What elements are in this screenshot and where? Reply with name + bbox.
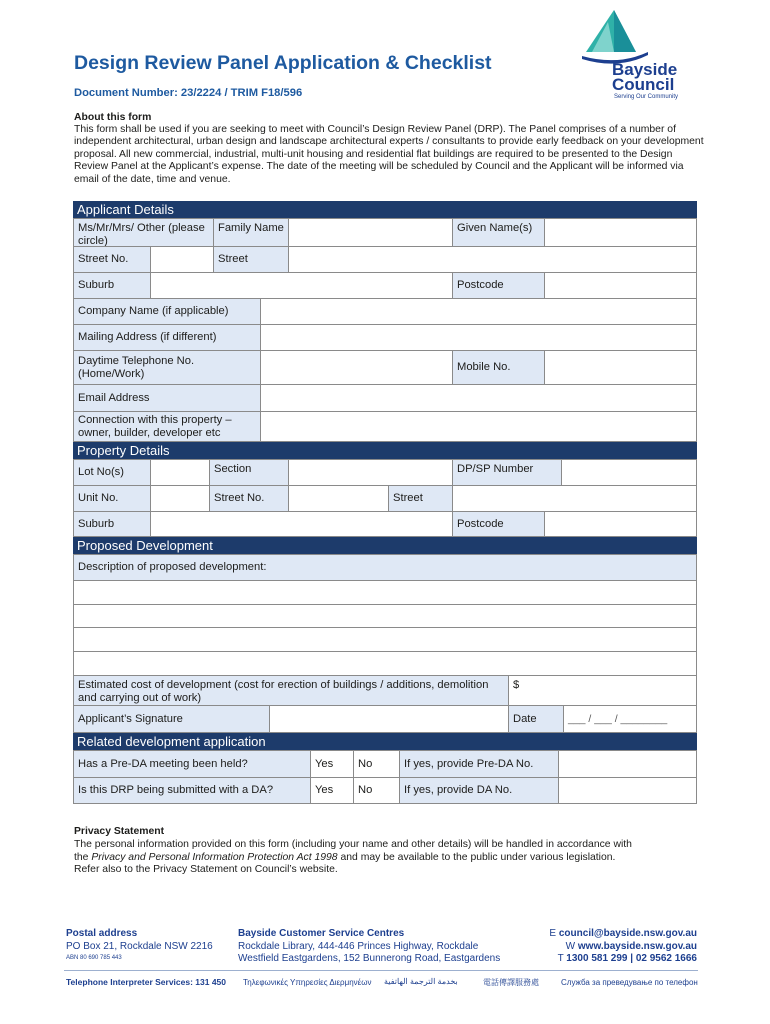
property-street-no-label: Street No.: [209, 485, 289, 512]
company-name-input[interactable]: [260, 298, 697, 325]
interpreter-chinese: 電話傳譯服務處: [483, 978, 539, 987]
email-input[interactable]: [260, 384, 697, 412]
connection-input[interactable]: [260, 411, 697, 442]
related-da-header: Related development application: [73, 733, 697, 750]
pre-da-no[interactable]: No: [353, 750, 400, 778]
logo-wordmark: Bayside Council: [612, 60, 678, 94]
daytime-phone-label: Daytime Telephone No. (Home/Work): [73, 350, 261, 385]
suburb-label: Suburb: [73, 272, 151, 299]
privacy-text: The personal information provided on this form (including your name and other details) will be handled in accordance with the Privacy and Personal Information Protection Act 1998 and may be available to the public under various legislation. Refer also to the Privacy Statement on Council’s website.: [74, 839, 632, 876]
logo-tagline: Serving Our Community: [614, 94, 679, 100]
date-input[interactable]: ___ / ___ / ________: [563, 705, 697, 733]
service-centres-block: Bayside Customer Service Centres Rockdale Library, 444-446 Princes Highway, Rockdale Westfield Eastgardens, 152 Bunnerong Road, Eastgardens: [238, 928, 501, 964]
document-number: Document Number: 23/2224 / TRIM F18/596: [74, 87, 303, 99]
mobile-input[interactable]: [544, 350, 697, 385]
company-name-label: Company Name (if applicable): [73, 298, 261, 325]
family-name-input[interactable]: [288, 218, 453, 247]
email-label: Email Address: [73, 384, 261, 412]
description-line-3[interactable]: [73, 627, 697, 652]
da-number-input[interactable]: [558, 777, 697, 804]
lot-label: Lot No(s): [73, 459, 151, 486]
signature-input[interactable]: [269, 705, 509, 733]
street-no-input[interactable]: [150, 246, 214, 273]
description-label: Description of proposed development:: [73, 554, 697, 581]
property-street-input[interactable]: [452, 485, 697, 512]
mailing-address-label: Mailing Address (if different): [73, 324, 261, 351]
description-line-2[interactable]: [73, 604, 697, 628]
drp-with-da-question: Is this DRP being submitted with a DA?: [73, 777, 311, 804]
property-postcode-label: Postcode: [452, 511, 545, 537]
date-label: Date: [508, 705, 564, 733]
title-label: Ms/Mr/Mrs/ Other (please circle): [73, 218, 214, 247]
section-input[interactable]: [288, 459, 453, 486]
privacy-act-name: Privacy and Personal Information Protection Act 1998: [91, 851, 338, 863]
suburb-input[interactable]: [150, 272, 453, 299]
street-no-label: Street No.: [73, 246, 151, 273]
drp-with-da-no[interactable]: No: [353, 777, 400, 804]
contact-block: E council@bayside.nsw.gov.au W www.bayside.nsw.gov.au T 1300 581 299 | 02 9562 1666: [549, 928, 697, 964]
proposed-development-header: Proposed Development: [73, 537, 697, 554]
property-postcode-input[interactable]: [544, 511, 697, 537]
abn: ABN 80 690 785 443: [66, 955, 122, 961]
about-text: This form shall be used if you are seeking to meet with Council’s Design Review Panel (DRP). The Panel comprises of a number of independent architectural, urban design and landscape architectural experts / consultants to provide early feedback on your development proposal. All new commercial, industrial, multi-unit housing and residential flat buildings are required to be presented to the Design Review Panel at the Applicant’s expense. The date of the meeting will be scheduled by Council and the Applicant will be informed via email of the date, time and venue.: [74, 124, 704, 185]
mobile-label: Mobile No.: [452, 350, 545, 385]
given-names-label: Given Name(s): [452, 218, 545, 247]
property-street-label: Street: [388, 485, 453, 512]
interpreter-arabic: بخدمة الترجمة الهاتفية: [384, 977, 458, 986]
website-link[interactable]: www.bayside.nsw.gov.au: [577, 940, 697, 952]
interpreter-service: Telephone Interpreter Services: 131 450: [66, 977, 227, 987]
unit-no-input[interactable]: [150, 485, 210, 512]
property-suburb-label: Suburb: [73, 511, 151, 537]
sail-logo-icon: [578, 8, 698, 68]
postcode-input[interactable]: [544, 272, 697, 299]
section-label: Section: [209, 459, 289, 486]
family-name-label: Family Name: [213, 218, 289, 247]
da-number-label: If yes, provide DA No.: [399, 777, 559, 804]
postcode-label: Postcode: [452, 272, 545, 299]
property-details-header: Property Details: [73, 442, 697, 459]
dpsp-label: DP/SP Number: [452, 459, 562, 486]
pre-da-number-label: If yes, provide Pre-DA No.: [399, 750, 559, 778]
street-label: Street: [213, 246, 289, 273]
applicant-details-header: Applicant Details: [73, 201, 697, 218]
interpreter-macedonian: Служба за преведување по телефон: [561, 978, 698, 987]
page-title: Design Review Panel Application & Checklist: [74, 52, 492, 74]
pre-da-question: Has a Pre-DA meeting been held?: [73, 750, 311, 778]
email-link[interactable]: council@bayside.nsw.gov.au: [558, 928, 697, 939]
unit-no-label: Unit No.: [73, 485, 151, 512]
description-line-1[interactable]: [73, 580, 697, 605]
signature-label: Applicant’s Signature: [73, 705, 270, 733]
pre-da-number-input[interactable]: [558, 750, 697, 778]
interpreter-greek: Τηλεφωνικές Υπηρεσίες Διερμηνέων: [243, 978, 372, 987]
estimated-cost-label: Estimated cost of development (cost for erection of buildings / additions, demolition and carrying out of work): [73, 675, 509, 706]
property-suburb-input[interactable]: [150, 511, 453, 537]
footer-divider: [64, 970, 698, 971]
pre-da-yes[interactable]: Yes: [310, 750, 354, 778]
phone-numbers: 1300 581 299 | 02 9562 1666: [566, 953, 697, 964]
given-names-input[interactable]: [544, 218, 697, 247]
daytime-phone-input[interactable]: [260, 350, 453, 385]
street-input[interactable]: [288, 246, 697, 273]
dpsp-input[interactable]: [561, 459, 697, 486]
property-street-no-input[interactable]: [288, 485, 389, 512]
description-line-4[interactable]: [73, 651, 697, 676]
mailing-address-input[interactable]: [260, 324, 697, 351]
estimated-cost-input[interactable]: $: [508, 675, 697, 706]
drp-with-da-yes[interactable]: Yes: [310, 777, 354, 804]
privacy-heading: Privacy Statement: [74, 826, 165, 837]
connection-label: Connection with this property – owner, builder, developer etc: [73, 411, 261, 442]
about-heading: About this form: [74, 112, 152, 123]
postal-address-block: Postal address PO Box 21, Rockdale NSW 2216: [66, 928, 213, 952]
lot-input[interactable]: [150, 459, 210, 486]
